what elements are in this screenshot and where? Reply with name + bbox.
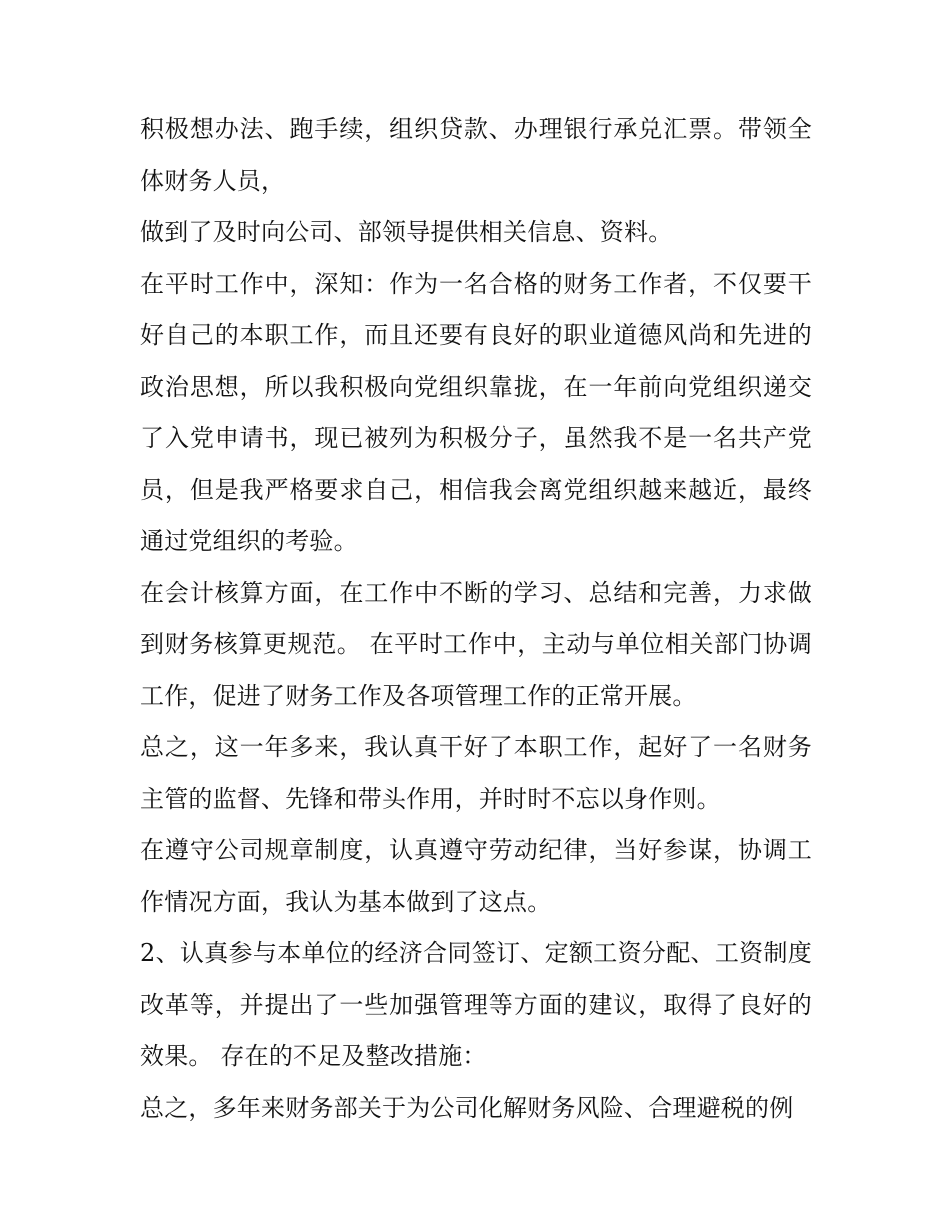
paragraph-4: 在会计核算方面，在工作中不断的学习、总结和完善，力求做到财务核算更规范。 在平时工作中，主动与单位相关部门协调工作，促进了财务工作及各项管理工作的正常开展。 [140,578,812,710]
paragraph-2: 做到了及时向公司、部领导提供相关信息、资料。 [140,218,673,246]
paragraph-7: 2、认真参与本单位的经济合同签订、定额工资分配、工资制度改革等，并提出了一些加强管理等方面的建议，取得了良好的效果。 存在的不足及整改措施： [140,939,812,1070]
paragraph-6: 在遵守公司规章制度，认真遵守劳动纪律，当好参谋，协调工作情况方面，我认为基本做到了这点。 [140,836,812,916]
paragraph-8: 总之，多年来财务部关于为公司化解财务风险、合理避税的例 [140,1093,794,1122]
paragraph-3: 在平时工作中，深知：作为一名合格的财务工作者，不仅要干好自己的本职工作，而且还要有良好的职业道德风尚和先进的政治思想，所以我积极向党组织靠拢，在一年前向党组织递交了入党申请书，现已被列为积极分子，虽然我不是一名共产党员，但是我严格要求自己，相信我会离党组织越来越近，最终通过党组织的考验。 [140,269,812,555]
paragraph-5: 总之，这一年多来，我认真干好了本职工作，起好了一名财务主管的监督、先锋和带头作用，并时时不忘以身作则。 [140,733,812,813]
paragraph-1: 积极想办法、跑手续，组织贷款、办理银行承兑汇票。带领全体财务人员， [140,115,812,195]
document-body [140,104,812,1134]
